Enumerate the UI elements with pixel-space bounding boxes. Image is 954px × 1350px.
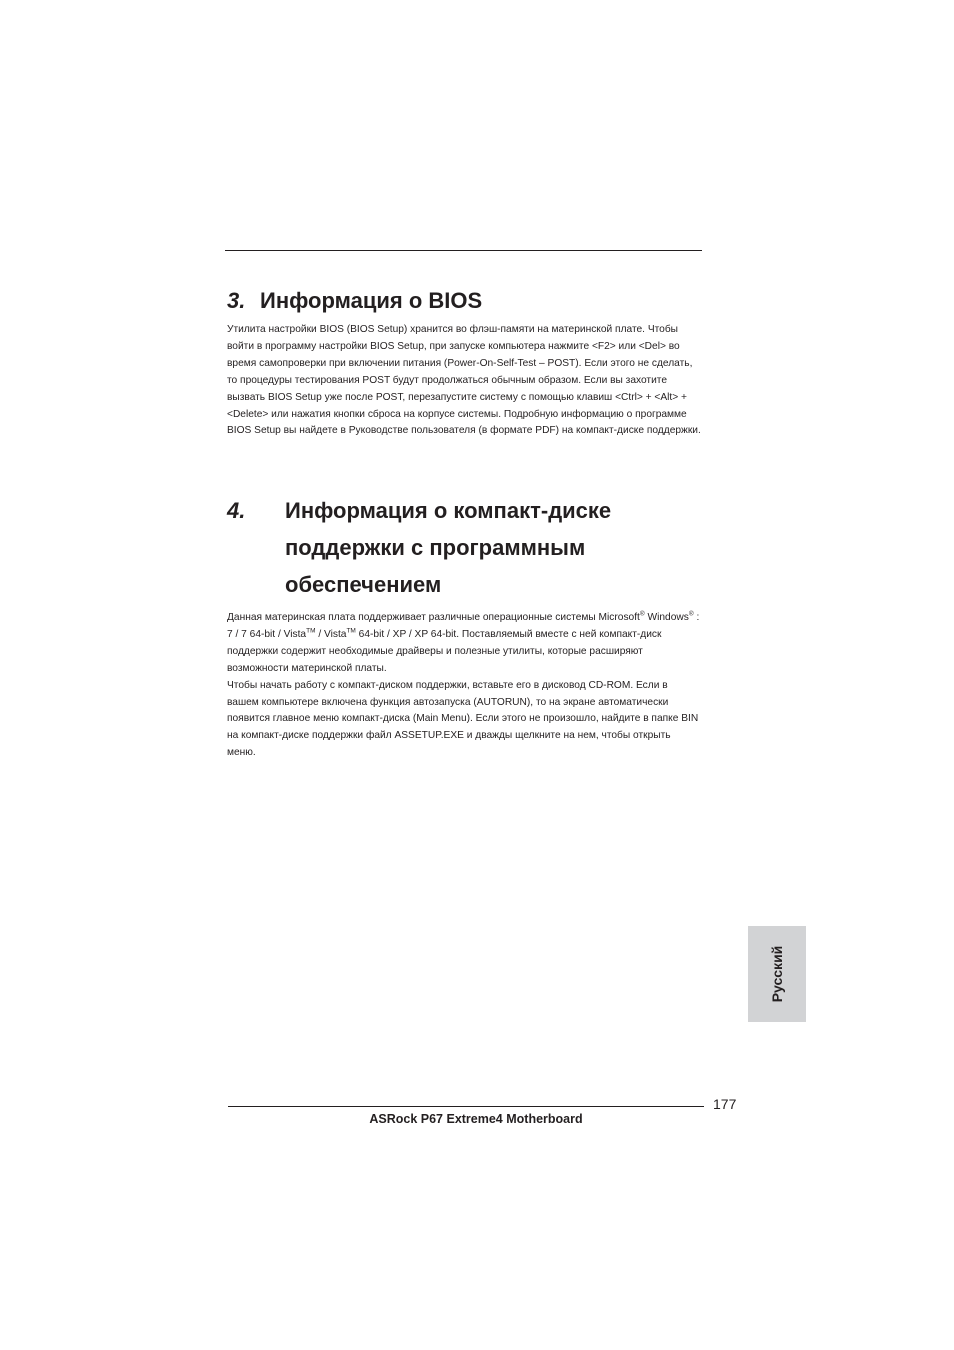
section-4-paragraph-1: [227, 610, 702, 678]
section-4-paragraph-2: Чтобы начать работу с компакт-диском поддержки, вставьте его в дисковод CD-ROM. Если в вашем компьютере включена функция автозапуска (AUTORUN), то на экране автоматически появится главное меню компакт-диска (Main Menu). Если этого не произошло, найдите в папке BIN на компакт-диске поддержки файл ASSETUP.EXE и дважды щелкните на нем, чтобы открыть меню.: [227, 679, 699, 759]
section-4-title: Информация о компакт-диске поддержки с программным обеспечением: [285, 498, 612, 597]
language-tab-label: Русский: [769, 945, 785, 1003]
section-bios-info: [227, 287, 702, 440]
os-text-c: : 7 / 7 64-bit / Vista: [227, 612, 700, 640]
footer-product-name: ASRock P67 Extreme4 Motherboard: [369, 1112, 583, 1126]
section-4-heading: [227, 492, 702, 603]
section-4-number: 4.: [227, 498, 246, 523]
os-text-e: 64-bit / XP / XP 64-bit. Поставляемый вместе с ней компакт-диск поддержки содержит необходимые драйверы и полезные утилиты, которые расширяют возможности материнской платы.: [227, 628, 662, 674]
os-text-d: / Vista: [315, 628, 347, 640]
section-support-cd: [227, 492, 702, 762]
section-3-body: Утилита настройки BIOS (BIOS Setup) хранится во флэш-памяти на материнской плате. Чтобы войти в программу настройки BIOS Setup, при запуске компьютера нажмите <F2> или <Del> во время самопроверки при включении питания (Power-On-Self-Test – POST). Если этого не сделать, то процедуры тестирования POST будут продолжаться обычным образом. Если вы захотите вызвать BIOS Setup уже после POST, перезапустите систему с помощью клавиш <Ctrl> + <Alt> + <Delete> или нажатия кнопки сброса на корпусе системы. Подробную информацию о программе BIOS Setup вы найдете в Руководстве пользователя (в формате PDF) на компакт-диске поддержки.: [227, 324, 701, 437]
os-text-b: Windows: [644, 612, 689, 623]
language-side-tab: [748, 926, 806, 1022]
section-3-heading: [227, 287, 702, 315]
section-3-title: Информация о BIOS: [260, 288, 483, 313]
page-number: 177: [713, 1096, 737, 1112]
trademark-mark: TM: [306, 627, 316, 635]
os-text-a: Данная материнская плата поддерживает различные операционные системы Microsoft: [227, 612, 640, 623]
trademark-mark: TM: [346, 627, 356, 635]
footer-divider: [228, 1106, 704, 1107]
section-3-number: 3.: [227, 288, 246, 313]
registered-mark: ®: [639, 610, 645, 618]
top-divider: [225, 250, 702, 251]
registered-mark: ®: [688, 610, 694, 618]
